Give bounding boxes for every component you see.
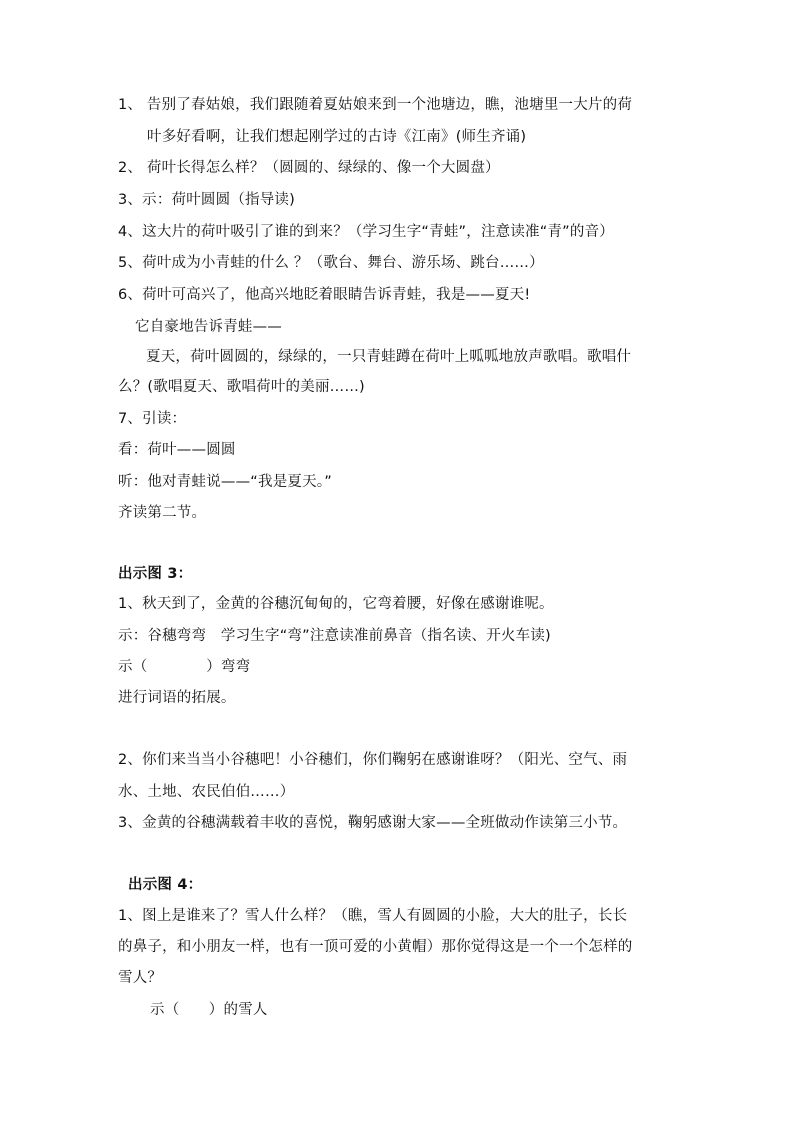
paragraph-line: 5、荷叶成为小青蛙的什么 ？（歌台、舞台、游乐场、跳台……）: [118, 255, 544, 271]
paragraph-line: 齐读第二节。: [118, 505, 207, 521]
paragraph-line: 2、你们来当当小谷穗吧！小谷穗们，你们鞠躬在感谢谁呀？（阳光、空气、雨: [118, 752, 628, 768]
section-heading: 出示图 3：: [118, 566, 193, 582]
paragraph-line: 水、土地、农民伯伯……）: [118, 784, 295, 800]
section-heading: 出示图 4：: [128, 877, 203, 893]
paragraph-line: 听：他对青蛙说——“我是夏天。”: [118, 474, 332, 490]
paragraph-line: 7、引读：: [118, 411, 187, 427]
paragraph-line: 的鼻子，和小朋友一样，也有一顶可爱的小黄帽）那你觉得这是一个一个怎样的: [118, 939, 633, 955]
paragraph-line: 3、金黄的谷穗满载着丰收的喜悦，鞠躬感谢大家——全班做动作读第三小节。: [118, 815, 628, 831]
paragraph-line: 示（ ）的雪人: [150, 1002, 268, 1018]
paragraph-line: 示：谷穗弯弯 学习生字“弯”注意读准前鼻音（指名读、开火车读): [118, 628, 551, 644]
paragraph-line: 1、图上是谁来了？雪人什么样？（瞧，雪人有圆圆的小脸，大大的肚子，长长: [118, 908, 628, 924]
paragraph-line: 3、示：荷叶圆圆（指导读): [118, 192, 295, 208]
paragraph-line: 4、这大片的荷叶吸引了谁的到来？（学习生字“青蛙”，注意读准“青”的音）: [118, 224, 614, 240]
paragraph-line: 雪人？: [118, 970, 163, 986]
paragraph-line: 2、 荷叶长得怎么样？（圆圆的、绿绿的、像一个大圆盘）: [118, 160, 500, 176]
paragraph-line: 进行词语的拓展。: [118, 690, 236, 706]
paragraph-line: 1、秋天到了，金黄的谷穗沉甸甸的，它弯着腰，好像在感谢谁呢。: [118, 596, 554, 612]
paragraph-line: 示（ ）弯弯: [118, 659, 251, 675]
paragraph-line: 1、 告别了春姑娘，我们跟随着夏姑娘来到一个池塘边，瞧，池塘里一大片的荷: [118, 97, 633, 113]
paragraph-line: 夏天，荷叶圆圆的，绿绿的，一只青蛙蹲在荷叶上呱呱地放声歌唱。歌唱什: [146, 349, 632, 365]
paragraph-line: 叶多好看啊，让我们想起刚学过的古诗《江南》(师生齐诵): [147, 129, 527, 145]
paragraph-line: 它自豪地告诉青蛙——: [135, 319, 282, 335]
paragraph-line: 6、荷叶可高兴了，他高兴地眨着眼睛告诉青蛙，我是——夏天!: [118, 287, 531, 303]
paragraph-line: 么？(歌唱夏天、歌唱荷叶的美丽……): [118, 379, 365, 395]
paragraph-line: 看：荷叶——圆圆: [118, 442, 236, 458]
